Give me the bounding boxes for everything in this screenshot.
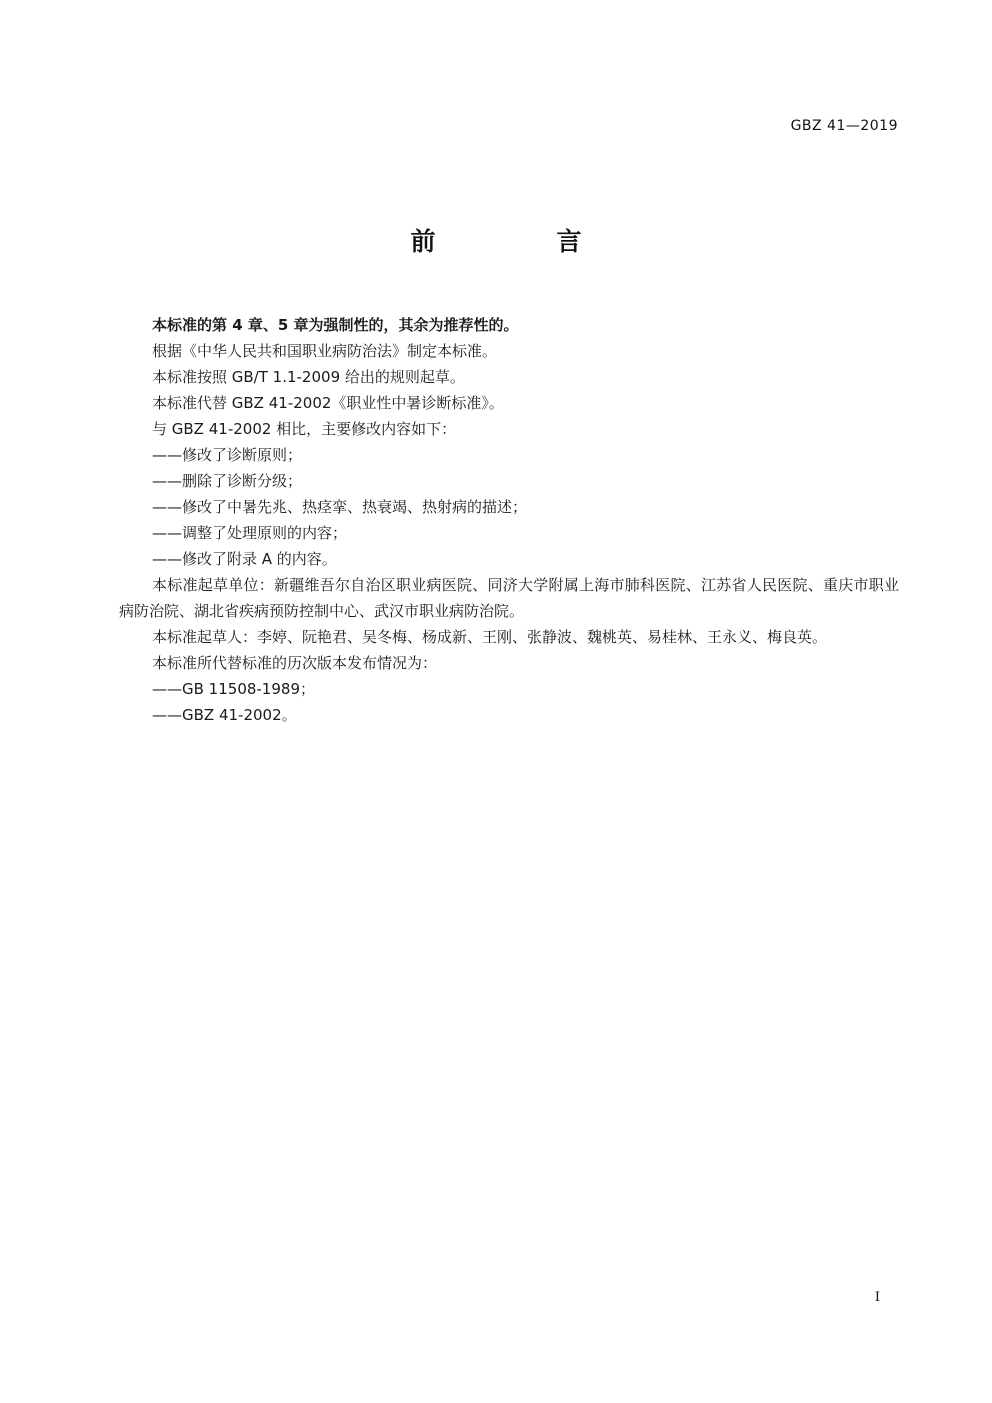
paragraph-drafters: 本标准起草人：李婷、阮艳君、吴冬梅、杨成新、王刚、张静波、魏桃英、易桂林、王永义、梅良英。 bbox=[152, 628, 828, 646]
paragraph-drafting-units: 本标准起草单位：新疆维吾尔自治区职业病医院、同济大学附属上海市肺科医院、江苏省人民医院、重庆市职业病防治院、湖北省疾病预防控制中心、武汉市职业病防治院。 bbox=[119, 576, 899, 620]
list-item: ——修改了诊断原则； bbox=[152, 446, 303, 464]
list-item: ——删除了诊断分级； bbox=[152, 472, 303, 490]
paragraph: 根据《中华人民共和国职业病防治法》制定本标准。 bbox=[152, 342, 498, 360]
paragraph-mandatory-note: 本标准的第 4 章、5 章为强制性的，其余为推荐性的。 bbox=[152, 316, 519, 334]
standard-code: GBZ 41—2019 bbox=[790, 118, 898, 134]
page-number: I bbox=[874, 1290, 880, 1305]
list-item: ——GBZ 41-2002。 bbox=[152, 706, 297, 724]
paragraph: 本标准代替 GBZ 41-2002《职业性中暑诊断标准》。 bbox=[152, 394, 504, 412]
list-item: ——修改了附录 A 的内容。 bbox=[152, 550, 337, 568]
list-item: ——GB 11508-1989； bbox=[152, 680, 315, 698]
list-item: ——修改了中暑先兆、热痉挛、热衰竭、热射病的描述； bbox=[152, 498, 528, 516]
section-title: 前 言 bbox=[410, 227, 630, 256]
list-item: ——调整了处理原则的内容； bbox=[152, 524, 348, 542]
paragraph: 与 GBZ 41-2002 相比，主要修改内容如下： bbox=[152, 420, 457, 438]
foreword-body bbox=[119, 312, 899, 728]
paragraph: 本标准按照 GB/T 1.1-2009 给出的规则起草。 bbox=[152, 368, 465, 386]
paragraph: 本标准所代替标准的历次版本发布情况为： bbox=[152, 654, 438, 672]
